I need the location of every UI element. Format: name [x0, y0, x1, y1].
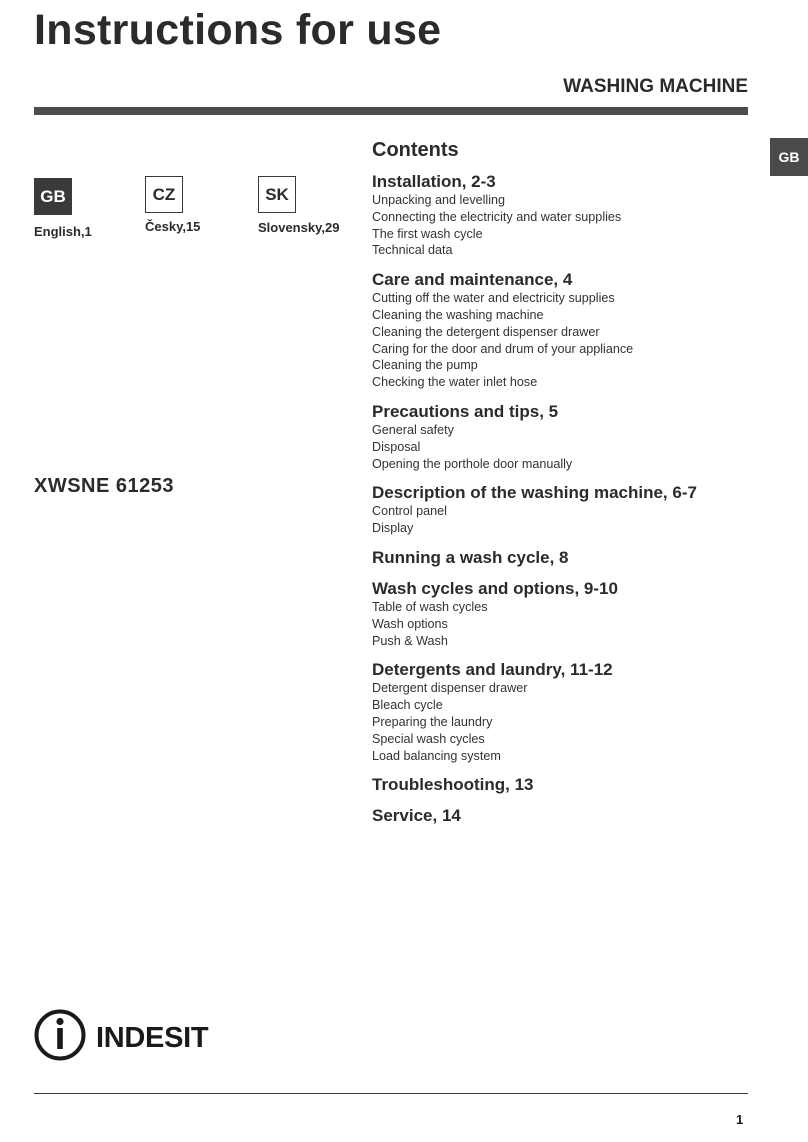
toc-item[interactable]: Wash options — [372, 616, 448, 631]
toc-item[interactable]: Checking the water inlet hose — [372, 375, 538, 390]
language-label-sk: Slovensky,29 — [258, 220, 340, 235]
toc-item[interactable]: Technical data — [372, 243, 453, 258]
toc-item[interactable]: Push & Wash — [372, 633, 448, 648]
toc-section-title[interactable]: Precautions and tips, 5 — [372, 401, 559, 421]
toc-section-care — [372, 269, 752, 391]
toc-section-title[interactable]: Detergents and laundry, 11-12 — [372, 660, 613, 680]
toc-section-title[interactable]: Running a wash cycle, 8 — [372, 547, 569, 567]
language-gb[interactable] — [34, 178, 92, 239]
toc-section-installation — [372, 171, 752, 259]
document-title: Instructions for use — [34, 6, 442, 54]
toc-item[interactable]: Special wash cycles — [372, 731, 485, 746]
brand-name: INDESIT — [96, 1022, 209, 1054]
table-of-contents — [372, 138, 752, 836]
language-cz[interactable] — [145, 176, 200, 234]
toc-section-service — [372, 805, 752, 826]
header-divider — [34, 107, 748, 115]
brand-logo — [34, 1007, 239, 1068]
language-sk[interactable] — [258, 176, 339, 235]
language-label-cz: Česky,15 — [145, 219, 201, 234]
toc-item[interactable]: Disposal — [372, 439, 421, 454]
toc-item[interactable]: Detergent dispenser drawer — [372, 681, 528, 696]
language-badge-sk: SK — [258, 176, 296, 213]
toc-item[interactable]: Cleaning the detergent dispenser drawer — [372, 324, 600, 339]
toc-item[interactable]: Table of wash cycles — [372, 599, 488, 614]
toc-item[interactable]: Display — [372, 521, 414, 536]
toc-section-wash-cycles — [372, 578, 752, 649]
toc-item[interactable]: Cleaning the pump — [372, 358, 478, 373]
toc-section-precautions — [372, 401, 752, 472]
toc-section-title[interactable]: Description of the washing machine, 6-7 — [372, 483, 697, 503]
toc-section-title[interactable]: Service, 14 — [372, 806, 461, 826]
toc-section-troubleshooting — [372, 774, 752, 795]
contents-heading: Contents — [372, 139, 459, 161]
toc-item[interactable]: Load balancing system — [372, 748, 501, 763]
toc-item[interactable]: Connecting the electricity and water supplies — [372, 209, 622, 224]
language-badge-cz: CZ — [145, 176, 183, 213]
toc-section-running — [372, 547, 752, 568]
toc-section-title[interactable]: Troubleshooting, 13 — [372, 775, 534, 795]
language-side-tab: GB — [770, 138, 808, 176]
page-number: 1 — [736, 1112, 744, 1127]
toc-item[interactable]: Bleach cycle — [372, 698, 443, 713]
toc-item[interactable]: Caring for the door and drum of your appliance — [372, 341, 634, 356]
toc-item[interactable]: Opening the porthole door manually — [372, 456, 573, 471]
toc-item[interactable]: Cutting off the water and electricity supplies — [372, 291, 615, 306]
language-label-gb: English,1 — [34, 224, 92, 239]
toc-item[interactable]: The first wash cycle — [372, 226, 483, 241]
toc-item[interactable]: General safety — [372, 422, 454, 437]
toc-item[interactable]: Unpacking and levelling — [372, 193, 506, 207]
document-subtitle: WASHING MACHINE — [563, 76, 748, 97]
toc-section-detergents — [372, 659, 752, 764]
toc-item[interactable]: Preparing the laundry — [372, 714, 493, 729]
toc-section-title[interactable]: Care and maintenance, 4 — [372, 270, 573, 290]
toc-section-description — [372, 482, 752, 537]
language-badge-gb: GB — [34, 178, 72, 215]
toc-item[interactable]: Cleaning the washing machine — [372, 307, 544, 322]
toc-section-title[interactable]: Wash cycles and options, 9-10 — [372, 578, 618, 598]
footer-divider — [34, 1093, 748, 1094]
toc-item[interactable]: Control panel — [372, 504, 447, 519]
model-number: XWSNE 61253 — [34, 475, 175, 497]
toc-section-title[interactable]: Installation, 2-3 — [372, 172, 496, 191]
indesit-logo-icon — [34, 1007, 239, 1063]
